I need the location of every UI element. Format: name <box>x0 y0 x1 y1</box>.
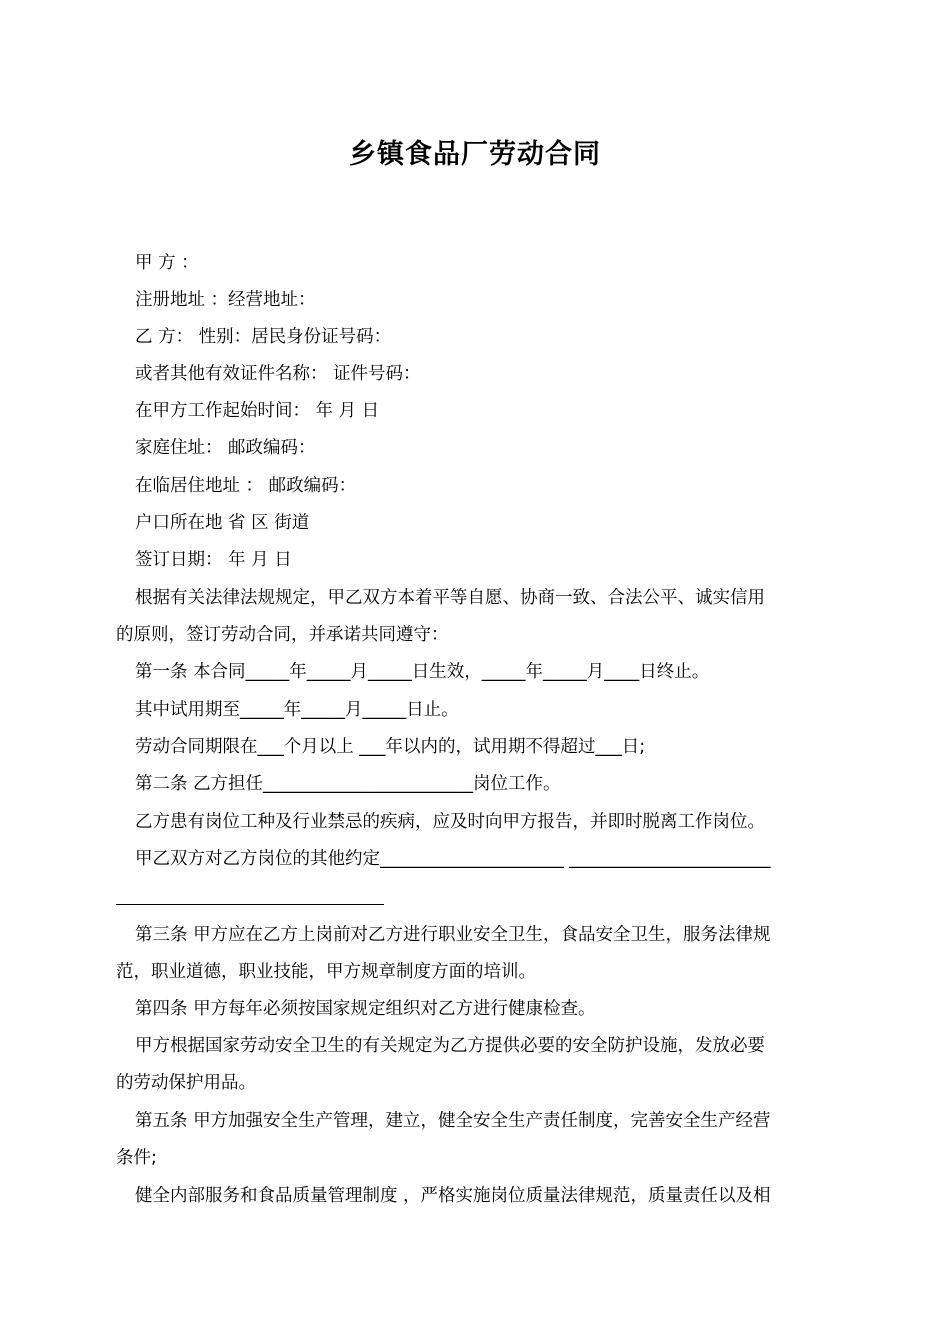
preamble-line-1: 根据有关法律法规规定，甲乙双方本着平等自愿、协商一致、合法公平、诚实信用 <box>135 588 765 608</box>
probation-line: 其中试用期至_____年_____月_____日止。 <box>135 700 459 720</box>
preamble-line-2: 的原则，签订劳动合同，并承诺共同遵守： <box>116 625 449 645</box>
home-address-line: 家庭住址： 邮政编码： <box>135 438 316 458</box>
other-agreement-line: 甲乙双方对乙方岗位的其他约定_____________________ _______________________ <box>135 849 771 869</box>
start-date-line: 在甲方工作起始时间： 年 月 日 <box>135 401 380 421</box>
registered-address-line: 注册地址 ：经营地址： <box>135 290 316 310</box>
signing-date-line: 签订日期： 年 月 日 <box>135 550 292 570</box>
party-a-line: 甲 方 ： <box>135 253 199 273</box>
article-5-line-2: 条件; <box>116 1148 157 1168</box>
blank-rule <box>116 904 384 905</box>
safety-line-1: 甲方根据国家劳动安全卫生的有关规定为乙方提供必要的安全防护设施，发放必要 <box>135 1036 765 1056</box>
article-1-line: 第一条 本合同_____年_____月_____日生效，_____年_____月____日终止。 <box>135 662 710 682</box>
document-title: 乡镇食品厂劳动合同 <box>349 139 601 170</box>
safety-line-2: 的劳动保护用品。 <box>116 1073 256 1093</box>
party-b-line: 乙 方： 性别：居民身份证号码： <box>135 327 392 347</box>
article-4-line: 第四条 甲方每年必须按国家规定组织对乙方进行健康检查。 <box>135 999 596 1019</box>
article-3-line-1: 第三条 甲方应在乙方上岗前对乙方进行职业安全卫生，食品安全卫生，服务法律规 <box>135 925 771 945</box>
article-5-line-1: 第五条 甲方加强安全生产管理，建立，健全安全生产责任制度，完善安全生产经营 <box>135 1111 771 1131</box>
other-id-line: 或者其他有效证件名称： 证件号码： <box>135 364 421 384</box>
temp-address-line: 在临居住地址 ： 邮政编码： <box>135 476 357 496</box>
article-2-line: 第二条 乙方担任________________________岗位工作。 <box>135 774 561 794</box>
disease-line: 乙方患有岗位工种及行业禁忌的疾病，应及时向甲方报告，并即时脱离工作岗位。 <box>135 812 765 832</box>
quality-line: 健全内部服务和食品质量管理制度 ，严格实施岗位质量法律规范，质量责任以及相 <box>135 1186 771 1206</box>
probation-limit-line: 劳动合同期限在___个月以上 ___年以内的，试用期不得超过___日; <box>135 737 646 757</box>
article-3-line-2: 范，职业道德，职业技能，甲方规章制度方面的培训。 <box>116 962 536 982</box>
household-line: 户口所在地 省 区 街道 <box>135 513 310 533</box>
